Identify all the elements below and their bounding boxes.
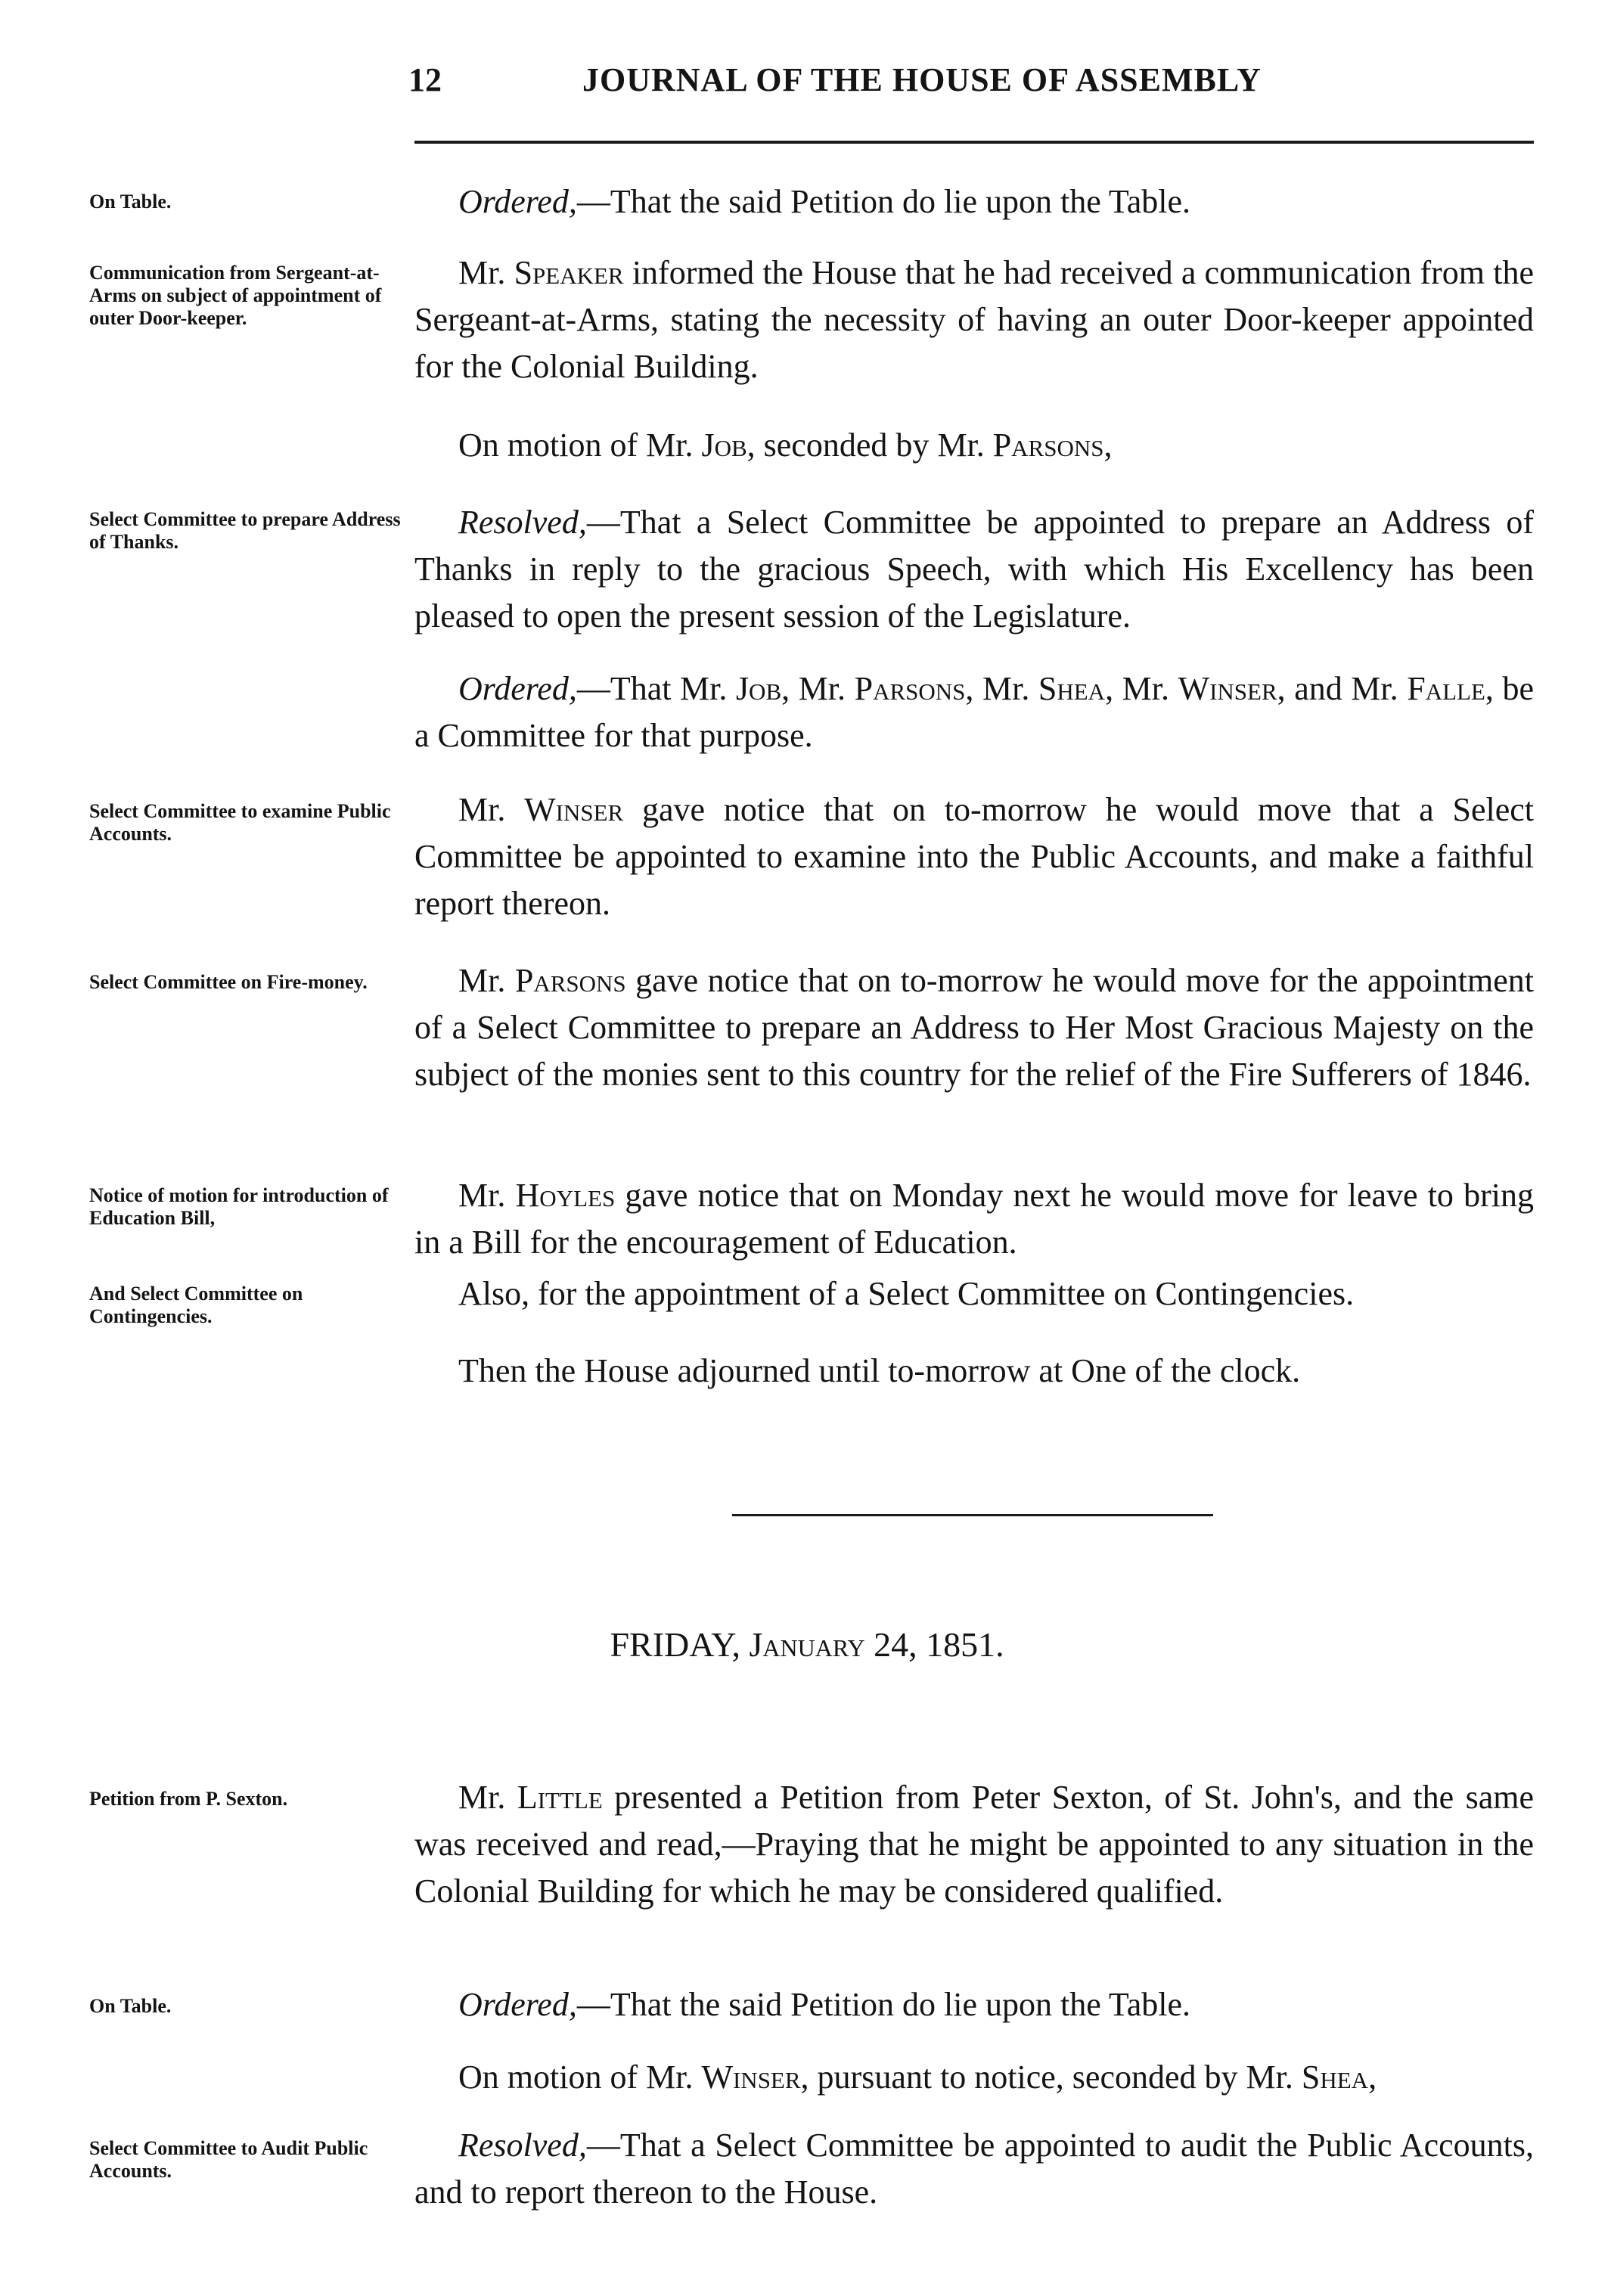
paragraph-contingencies: Also, for the appointment of a Select Committee on Contingencies. [458, 1275, 1355, 1312]
paragraph-winser-notice: Mr. Winser gave notice that on to-morrow he would move that a Select Committee be appointed to examine into the Public Accounts, and make a faithful report thereon. [414, 791, 1534, 922]
margin-note-accounts-committee: Select Committee to examine Public Accounts. [89, 800, 391, 845]
page-header [408, 61, 1543, 113]
margin-note-communication: Communication from Sergeant-at-Arms on subject of appointment of outer Door-keeper. [89, 262, 382, 329]
paragraph-little-petition: Mr. Little presented a Petition from Peter Sexton, of St. John's, and the same was received and read,—Praying that he might be appointed to any situation in the Colonial Building for which he may be considered qualified. [414, 1779, 1534, 1910]
margin-note-petition-sexton: Petition from P. Sexton. [89, 1788, 288, 1810]
paragraph-speaker-communication: Mr. Speaker informed the House that he had received a communication from the Sergeant-at-Arms, stating the necessity of having an outer Door-keeper appointed for the Colonial Building. [414, 254, 1534, 385]
margin-note-address-committee: Select Committee to prepare Address of Thanks. [89, 508, 401, 553]
paragraph-ordered-petition-2: Ordered,—That the said Petition do lie upon the Table. [458, 1986, 1191, 2023]
page-number: 12 [408, 61, 442, 98]
margin-note-contingencies: And Select Committee on Contingencies. [89, 1283, 303, 1327]
paragraph-ordered-committee: Ordered,—That Mr. Job, Mr. Parsons, Mr. Shea, Mr. Winser, and Mr. Falle, be a Committee for that purpose. [414, 670, 1534, 754]
paragraph-hoyles-notice: Mr. Hoyles gave notice that on Monday next he would move for leave to bring in a Bill for the encouragement of Education. [414, 1177, 1534, 1261]
paragraph-resolved-address: Resolved,—That a Select Committee be appointed to prepare an Address of Thanks in reply to the gracious Speech, with which His Excellency has been pleased to open the present session of the Legislature. [414, 504, 1534, 635]
paragraph-parsons-notice: Mr. Parsons gave notice that on to-morrow he would move for the appointment of a Select Committee to prepare an Address to Her Most Gracious Majesty on the subject of the monies sent to this country for the relief of the Fire Sufferers of 1846. [414, 962, 1534, 1093]
section-rule [732, 1514, 1213, 1516]
paragraph-motion-winser: On motion of Mr. Winser, pursuant to notice, seconded by Mr. Shea, [458, 2059, 1377, 2096]
header-rule [414, 141, 1534, 144]
margin-note-on-table: On Table. [89, 191, 172, 213]
paragraph-adjourned: Then the House adjourned until to-morrow at One of the clock. [458, 1352, 1301, 1389]
paragraph-motion-job: On motion of Mr. Job, seconded by Mr. Parsons, [458, 427, 1113, 464]
margin-note-on-table-2: On Table. [89, 1995, 172, 2017]
paragraph-ordered-petition: Ordered,—That the said Petition do lie upon the Table. [458, 183, 1191, 220]
date-heading: FRIDAY, January 24, 1851. [610, 1625, 1004, 1664]
paragraph-resolved-audit: Resolved,—That a Select Committee be appointed to audit the Public Accounts, and to report thereon to the House. [414, 2127, 1534, 2211]
margin-note-education-notice: Notice of motion for introduction of Education Bill, [89, 1184, 389, 1229]
margin-note-audit-committee: Select Committee to Audit Public Accounts. [89, 2137, 368, 2182]
margin-note-fire-committee: Select Committee on Fire-money. [89, 971, 368, 993]
running-title: JOURNAL OF THE HOUSE OF ASSEMBLY [582, 61, 1262, 98]
